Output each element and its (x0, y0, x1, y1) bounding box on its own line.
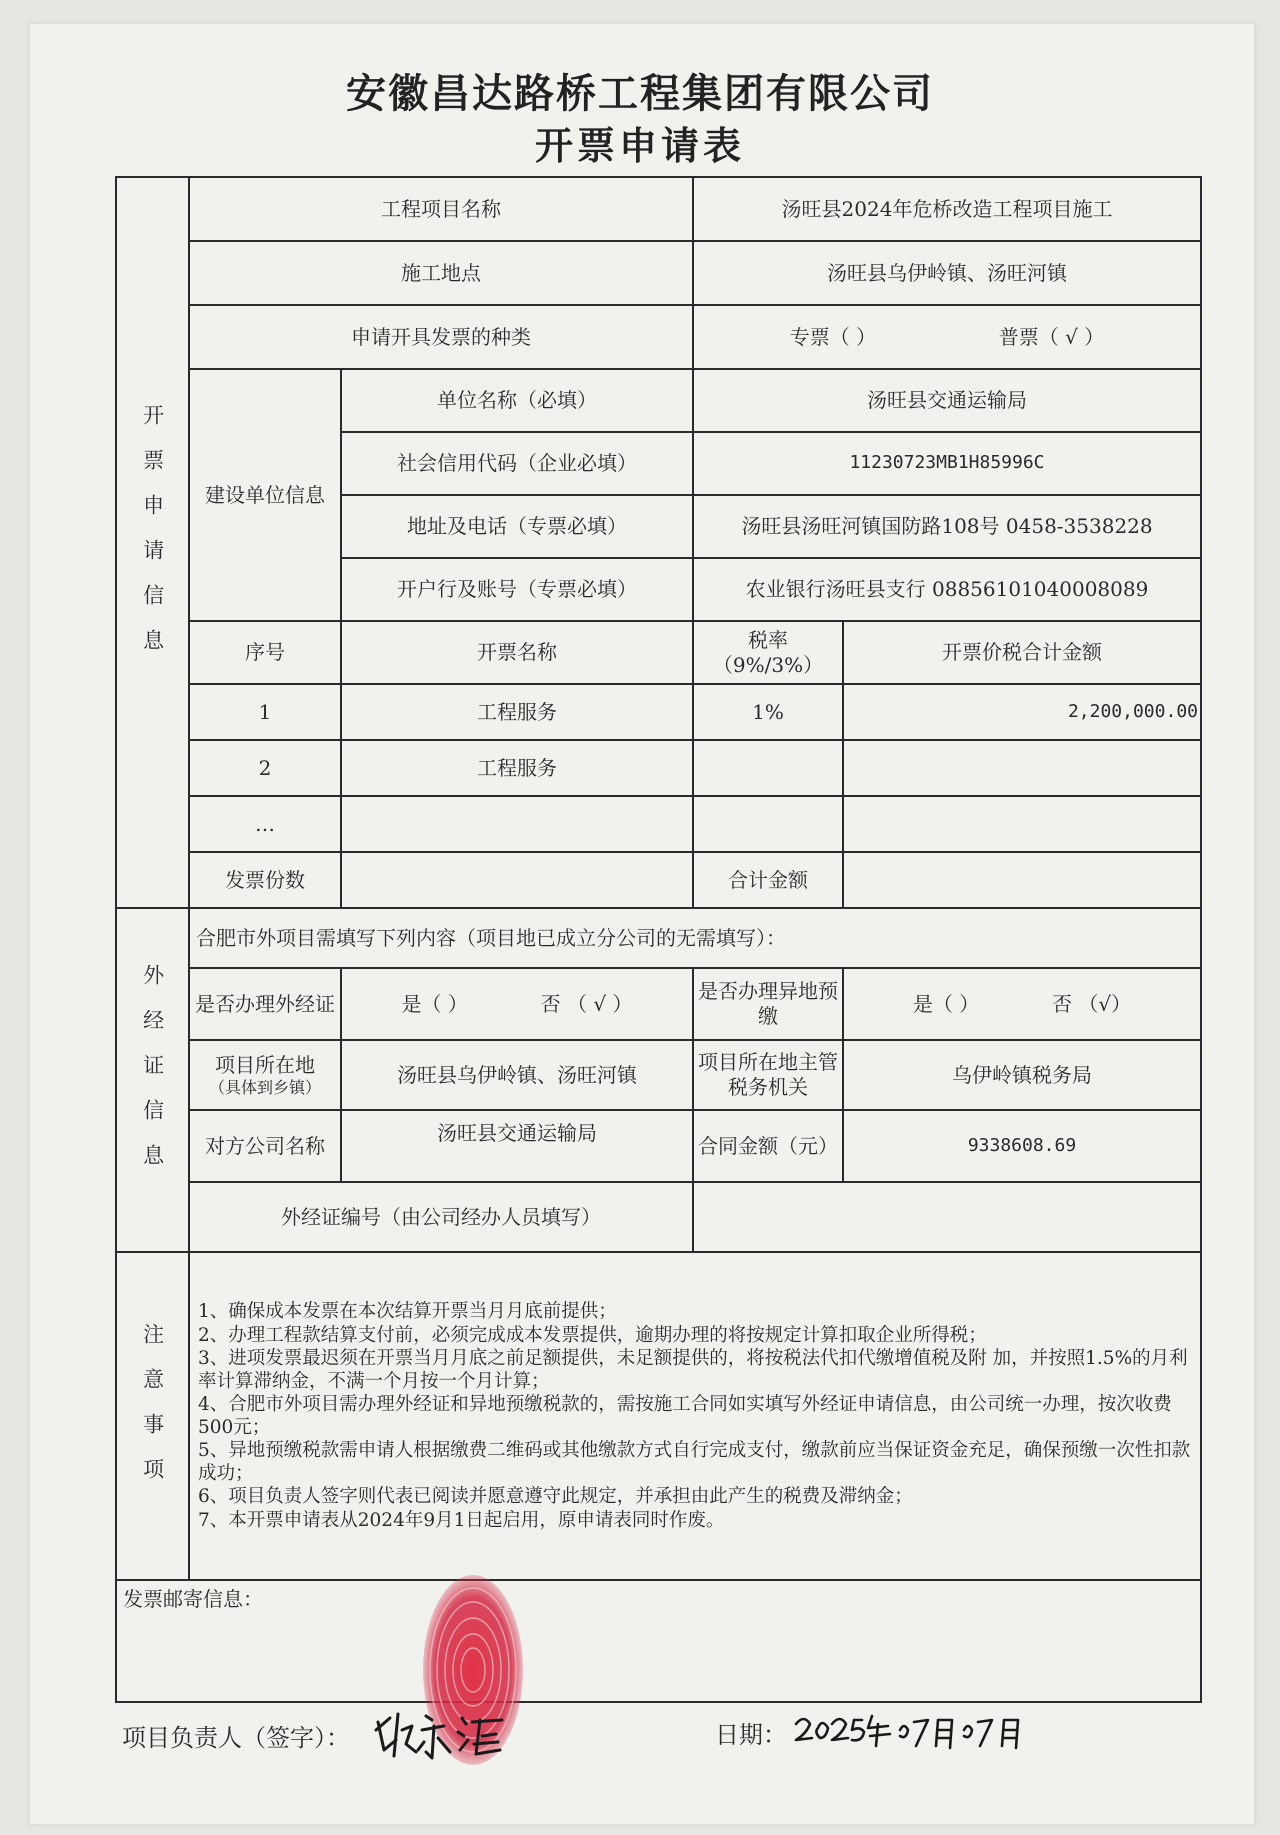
row-invoice-name (341, 796, 693, 852)
note-item: 6、项目负责人签字则代表已阅读并愿意遵守此规定，并承担由此产生的税费及滞纳金； (198, 1486, 913, 1508)
cert-no-option: 否 （ √ ） (540, 991, 633, 1016)
row-tax-rate: 1% (693, 684, 843, 740)
table-row (116, 796, 1201, 852)
table-row (116, 684, 1201, 740)
cert-label: 是否办理外经证 (189, 968, 341, 1040)
contract-amount-value: 9338608.69 (843, 1110, 1201, 1182)
invoice-type-label: 申请开具发票的种类 (189, 305, 693, 369)
site-value: 汤旺县乌伊岭镇、汤旺河镇 (693, 241, 1201, 305)
section-external-cert (116, 908, 189, 1252)
note-item: 3、进项发票最迟须在开票当月月底之前足额提供，未足额提供的，将按税法代扣代缴增值税及附 加，并按照1.5%的月利率计算滞纳金，不满一个月按一个月计算； (198, 1347, 1188, 1392)
bank-account-label: 开户行及账号（专票必填） (341, 558, 693, 621)
bank-account-value: 农业银行汤旺县支行 08856101040008089 (693, 558, 1201, 621)
invoice-application-form (115, 176, 1202, 1703)
location-label: 项目所在地 (215, 1052, 315, 1077)
total-amount-label: 合计金额 (693, 852, 843, 908)
row-seq: … (189, 796, 341, 852)
row-amount (843, 796, 1201, 852)
external-intro: 合肥市外项目需填写下列内容（项目地已成立分公司的无需填写）： (189, 908, 1201, 968)
table-row (116, 740, 1201, 796)
row-tax-rate (693, 796, 843, 852)
notes-list (189, 1252, 1201, 1580)
note-item: 4、合肥市外项目需办理外经证和异地预缴税款的，需按施工合同如实填写外经证申请信息，由公司统一办理，按次收费500元； (198, 1393, 1172, 1438)
invoice-count-label: 发票份数 (189, 852, 341, 908)
builder-group-label: 建设单位信息 (189, 369, 341, 621)
section-notes (116, 1252, 189, 1580)
form-title: 开票申请表 (534, 124, 745, 168)
partner-value: 汤旺县交通运输局 (341, 1110, 693, 1182)
row-amount: 2,200,000.00 (843, 684, 1201, 740)
prepay-label: 是否办理异地预缴 (693, 968, 843, 1040)
cert-yes-option: 是（ ） (401, 991, 468, 1016)
credit-code-label: 社会信用代码（企业必填） (341, 432, 693, 495)
date-label: 日期： (715, 1721, 787, 1749)
mailing-label: 发票邮寄信息： (123, 1587, 263, 1611)
site-label: 施工地点 (189, 241, 693, 305)
tax-office-label: 项目所在地主管税务机关 (693, 1040, 843, 1110)
note-item: 1、确保成本发票在本次结算开票当月月底前提供； (198, 1301, 617, 1323)
cert-number-value (693, 1182, 1201, 1252)
invoice-type-options (693, 305, 1201, 369)
location-value: 汤旺县乌伊岭镇、汤旺河镇 (341, 1040, 693, 1110)
section-invoice-info (116, 177, 189, 908)
prepay-yes-option: 是（ ） (912, 991, 980, 1016)
prepay-options (843, 968, 1201, 1040)
partner-label: 对方公司名称 (189, 1110, 341, 1182)
date-handwriting (792, 1706, 1052, 1766)
prepay-no-option: 否 （√） (1051, 991, 1132, 1016)
mailing-info (116, 1580, 1201, 1702)
row-seq: 1 (189, 684, 341, 740)
project-name-label: 工程项目名称 (189, 177, 693, 241)
special-ticket-option: 专票（ ） (789, 324, 877, 349)
tax-office-value: 乌伊岭镇税务局 (843, 1040, 1201, 1110)
row-invoice-name: 工程服务 (341, 684, 693, 740)
section-invoice-info-label: 开票申请信息 (140, 404, 165, 675)
section-notes-label: 注意事项 (140, 1322, 165, 1503)
project-name-value: 汤旺县2024年危桥改造工程项目施工 (693, 177, 1201, 241)
invoice-count-value (341, 852, 693, 908)
location-sub-label: （具体到乡镇） (208, 1077, 321, 1097)
unit-name-label: 单位名称（必填） (341, 369, 693, 432)
address-phone-label: 地址及电话（专票必填） (341, 495, 693, 558)
unit-name-value: 汤旺县交通运输局 (693, 369, 1201, 432)
header-tax-rate: 税率（9%/3%） (693, 621, 843, 684)
header-total-amount: 开票价税合计金额 (843, 621, 1201, 684)
total-amount-value (843, 852, 1201, 908)
cert-options (341, 968, 693, 1040)
location-label-cell (189, 1040, 341, 1110)
normal-ticket-option: 普票（ √ ） (998, 324, 1105, 349)
signer-label: 项目负责人（签字）： (122, 1724, 350, 1752)
section-external-cert-label: 外经证信息 (140, 964, 165, 1190)
contract-amount-label: 合同金额（元） (693, 1110, 843, 1182)
credit-code-value: 11230723MB1H85996C (693, 432, 1201, 495)
note-item: 5、异地预缴税款需申请人根据缴费二维码或其他缴款方式自行完成支付，缴款前应当保证资金充足，确保预缴一次性扣款成功； (198, 1440, 1191, 1485)
row-seq: 2 (189, 740, 341, 796)
row-amount (843, 740, 1201, 796)
header-invoice-name: 开票名称 (341, 621, 693, 684)
header-seq: 序号 (189, 621, 341, 684)
address-phone-value: 汤旺县汤旺河镇国防路108号 0458-3538228 (693, 495, 1201, 558)
row-tax-rate (693, 740, 843, 796)
signature-handwriting (368, 1700, 518, 1770)
company-title: 安徽昌达路桥工程集团有限公司 (346, 71, 934, 117)
note-item: 2、办理工程款结算支付前，必须完成成本发票提供，逾期办理的将按规定计算扣取企业所得税； (198, 1324, 987, 1346)
row-invoice-name: 工程服务 (341, 740, 693, 796)
cert-number-label: 外经证编号（由公司经办人员填写） (189, 1182, 693, 1252)
note-item: 7、本开票申请表从2024年9月1日起启用，原申请表同时作废。 (198, 1509, 725, 1531)
